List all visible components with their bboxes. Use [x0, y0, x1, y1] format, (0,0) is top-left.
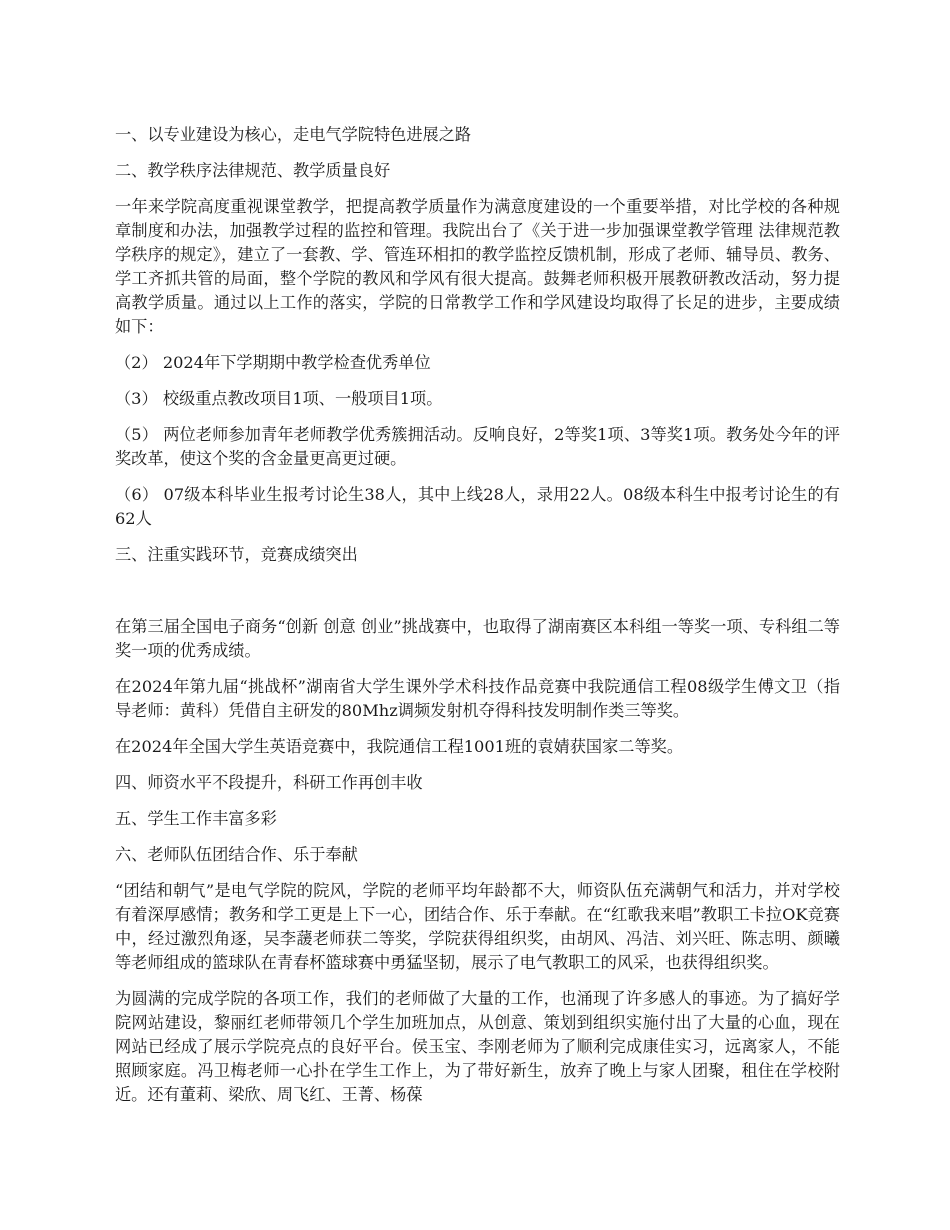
heading-section-3: 三、注重实践环节，竞赛成绩突出: [115, 545, 358, 564]
heading-section-5: 五、学生工作丰富多彩: [115, 809, 277, 828]
paragraph-unity-spirit: “团结和朝气”是电气学院的院风，学院的老师平均年龄都不大，师资队伍充满朝气和活力，并对学校有着深厚感情；教务和学工更是上下一心，团结合作、乐于奉献。在“红歌我来唱”教职工卡拉OK竞赛中，经过激烈角逐，吴李蘐老师获二等奖，学院获得组织奖，由胡风、冯洁、刘兴旺、陈志明、颜曦等老师组成的篮球队在青春杯篮球赛中勇猛坚韧，展示了电气教职工的风采，也获得组织奖。: [115, 881, 840, 972]
heading-section-1: 一、以专业建设为核心，走电气学院特色进展之路: [115, 125, 472, 144]
list-item-3: （3） 校级重点教改项目1项、一般项目1项。: [115, 389, 443, 408]
heading-section-2: 二、教学秩序法律规范、教学质量良好: [115, 161, 391, 180]
document-body: [115, 123, 840, 1119]
list-item-5: （5） 两位老师参加青年老师教学优秀簇拥活动。反响良好，2等奖1项、3等奖1项。教务处今年的评奖改革，使这个奖的含金量更高更过硬。: [115, 425, 840, 468]
paragraph-ecommerce-contest: 在第三届全国电子商务“创新 创意 创业”挑战赛中，也取得了湖南赛区本科组一等奖一项、专科组二等奖一项的优秀成绩。: [115, 617, 840, 660]
paragraph-english-contest: 在2024年全国大学生英语竞赛中，我院通信工程1001班的袁婧获国家二等奖。: [115, 737, 684, 756]
paragraph-challenge-cup: 在2024年第九届“挑战杯”湖南省大学生课外学术科技作品竞赛中我院通信工程08级学生傅文卫（指导老师：黄科）凭借自主研发的80Mhz调频发射机夺得科技发明制作类三等奖。: [115, 677, 840, 720]
paragraph-teaching-quality: 一年来学院高度重视课堂教学，把提高教学质量作为满意度建设的一个重要举措，对比学校的各种规章制度和办法，加强教学过程的监控和管理。我院出台了《关于进一步加强课堂教学管理 法律规范教学秩序的规定》，建立了一套教、学、管连环相扣的教学监控反馈机制，形成了老师、辅导员、教务、学工齐抓共管的局面，整个学院的教风和学风有很大提高。鼓舞老师积极开展教研教改活动，努力提高教学质量。通过以上工作的落实，学院的日常教学工作和学风建设均取得了长足的进步，主要成绩如下：: [115, 197, 840, 336]
heading-section-4: 四、师资水平不段提升，科研工作再创丰收: [115, 773, 423, 792]
paragraph-teacher-dedication: 为圆满的完成学院的各项工作，我们的老师做了大量的工作，也涌现了许多感人的事迹。为了搞好学院网站建设，黎丽红老师带领几个学生加班加点，从创意、策划到组织实施付出了大量的心血，现在网站已经成了展示学院亮点的良好平台。侯玉宝、李刚老师为了顺利完成康佳实习，远离家人，不能照顾家庭。冯卫梅老师一心扑在学生工作上，为了带好新生，放弃了晚上与家人团聚，租住在学校附近。还有董莉、梁欣、周飞红、王菁、杨葆: [115, 989, 840, 1104]
list-item-6: （6） 07级本科毕业生报考讨论生38人，其中上线28人，录用22人。08级本科生中报考讨论生的有62人: [115, 485, 840, 528]
list-item-2: （2） 2024年下学期期中教学检查优秀单位: [115, 353, 431, 372]
blank-gap: [115, 579, 840, 615]
heading-section-6: 六、老师队伍团结合作、乐于奉献: [115, 845, 358, 864]
